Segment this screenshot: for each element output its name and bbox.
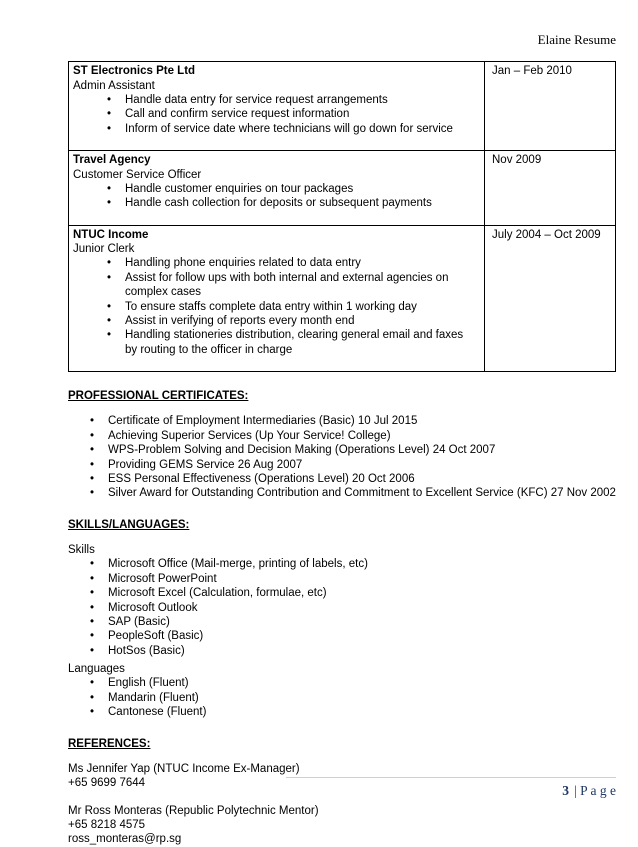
skills-languages-section <box>68 518 616 720</box>
certificate-item <box>90 414 616 428</box>
bullet-icon <box>107 328 125 357</box>
bullet-icon <box>90 676 108 690</box>
language-item <box>90 676 616 690</box>
duty-item <box>107 196 478 210</box>
skill-item <box>90 615 616 629</box>
duty-text: Inform of service date where technicians will go down for service <box>125 122 453 135</box>
reference-line: +65 8218 4575 <box>68 819 146 831</box>
bullet-icon <box>90 443 108 457</box>
duty-list <box>73 256 478 357</box>
bullet-icon <box>90 615 108 629</box>
certificate-text: WPS-Problem Solving and Decision Making (Operations Level) 24 Oct 2007 <box>108 444 496 457</box>
skills-list <box>68 557 616 658</box>
certificate-text: Silver Award for Outstanding Contribution and Commitment to Excellent Service (KFC) 27 Nov 2002 <box>108 487 616 500</box>
page-footer <box>286 777 616 800</box>
experience-row <box>69 225 615 371</box>
bullet-icon <box>107 314 125 328</box>
skill-item <box>90 586 616 600</box>
duty-item <box>107 107 478 121</box>
language-item <box>90 691 616 705</box>
duty-text: Call and confirm service request information <box>125 108 350 121</box>
date-range: Jan – Feb 2010 <box>492 65 572 78</box>
skill-item <box>90 644 616 658</box>
certificates-list <box>68 414 616 500</box>
experience-row <box>69 150 615 225</box>
certificate-item <box>90 429 616 443</box>
bullet-icon <box>107 107 125 121</box>
skill-item <box>90 572 616 586</box>
bullet-icon <box>90 486 108 500</box>
certificate-text: Certificate of Employment Intermediaries (Basic) 10 Jul 2015 <box>108 415 418 428</box>
experience-table <box>68 61 616 372</box>
bullet-icon <box>107 93 125 107</box>
skill-text: PeopleSoft (Basic) <box>108 630 204 643</box>
page-label: | P a g e <box>574 783 616 799</box>
skill-text: Microsoft Outlook <box>108 601 198 614</box>
skill-text: Microsoft PowerPoint <box>108 572 217 585</box>
experience-cell <box>69 226 485 371</box>
skill-item <box>90 601 616 615</box>
language-text: Mandarin (Fluent) <box>108 691 199 704</box>
experience-cell <box>69 62 485 150</box>
duty-text: Handling stationeries distribution, clearing general email and faxes by routing to the officer in charge <box>125 329 464 356</box>
certificate-item <box>90 458 616 472</box>
duty-text: To ensure staffs complete data entry within 1 working day <box>125 300 417 313</box>
bullet-icon <box>90 572 108 586</box>
certificate-text: Providing GEMS Service 26 Aug 2007 <box>108 458 303 471</box>
job-title: Customer Service Officer <box>73 168 202 181</box>
references-list <box>68 762 616 847</box>
duty-text: Handle customer enquiries on tour packages <box>125 182 354 195</box>
experience-cell <box>69 151 485 225</box>
languages-list <box>68 676 616 719</box>
duty-text: Assist for follow ups with both internal and external agencies on complex cases <box>125 271 449 299</box>
reference-line: +65 9699 7644 <box>68 777 146 790</box>
skill-text: Microsoft Excel (Calculation, formulae, etc) <box>108 587 327 600</box>
language-text: Cantonese (Fluent) <box>108 706 207 719</box>
bullet-icon <box>90 429 108 443</box>
duty-text: Handling phone enquiries related to data entry <box>125 257 361 270</box>
company-name: Travel Agency <box>73 154 151 167</box>
bullet-icon <box>90 601 108 615</box>
duty-item <box>107 122 478 136</box>
duty-item <box>107 256 478 270</box>
bullet-icon <box>90 414 108 428</box>
bullet-icon <box>90 629 108 643</box>
reference-line: ross_monteras@rp.sg <box>68 833 182 846</box>
skill-text: HotSos (Basic) <box>108 644 185 657</box>
bullet-icon <box>90 644 108 658</box>
bullet-icon <box>90 472 108 486</box>
reference-line: Mr Ross Monteras (Republic Polytechnic Mentor) <box>68 804 319 817</box>
bullet-icon <box>90 705 108 719</box>
bullet-icon <box>107 256 125 270</box>
page-title: Elaine Resume <box>537 32 616 47</box>
job-title: Junior Clerk <box>73 243 135 255</box>
bullet-icon <box>90 586 108 600</box>
duty-list <box>73 182 478 211</box>
date-range: Nov 2009 <box>492 154 542 167</box>
certificate-text: Achieving Superior Services (Up Your Service! College) <box>108 429 391 442</box>
bullet-icon <box>90 458 108 472</box>
reference-line: Ms Jennifer Yap (NTUC Income Ex-Manager) <box>68 762 300 775</box>
bullet-icon <box>107 196 125 210</box>
bullet-icon <box>90 691 108 705</box>
certificate-text: ESS Personal Effectiveness (Operations Level) 20 Oct 2006 <box>108 472 415 485</box>
bullet-icon <box>90 557 108 571</box>
skill-text: SAP (Basic) <box>108 615 170 628</box>
skill-item <box>90 629 616 643</box>
duty-item <box>107 93 478 107</box>
certificate-item <box>90 486 616 500</box>
skill-text: Microsoft Office (Mail-merge, printing of labels, etc) <box>108 558 368 571</box>
company-name: ST Electronics Pte Ltd <box>73 65 196 78</box>
duty-item <box>107 182 478 196</box>
page-number: 3 <box>562 783 570 799</box>
references-heading: REFERENCES: <box>68 737 151 750</box>
duty-list <box>73 93 478 136</box>
duty-item <box>107 314 478 328</box>
company-name: NTUC Income <box>73 228 149 241</box>
certificates-section <box>68 389 616 501</box>
certificate-item <box>90 443 616 457</box>
duty-item <box>107 300 478 314</box>
duty-text: Assist in verifying of reports every month end <box>125 314 355 327</box>
bullet-icon <box>107 271 125 300</box>
bullet-icon <box>107 122 125 136</box>
language-text: English (Fluent) <box>108 677 189 690</box>
certificates-heading: PROFESSIONAL CERTIFICATES: <box>68 390 249 402</box>
certificate-item <box>90 472 616 486</box>
skill-item <box>90 557 616 571</box>
duty-text: Handle cash collection for deposits or subsequent payments <box>125 197 432 210</box>
experience-row <box>69 62 615 150</box>
language-item <box>90 705 616 719</box>
skills-label: Skills <box>68 544 95 556</box>
reference-entry <box>68 804 616 847</box>
date-range: July 2004 – Oct 2009 <box>492 228 601 241</box>
duty-item <box>107 328 478 357</box>
duty-item <box>107 271 478 300</box>
languages-label: Languages <box>68 663 125 675</box>
job-title: Admin Assistant <box>73 79 155 92</box>
bullet-icon <box>107 300 125 314</box>
bullet-icon <box>107 182 125 196</box>
duty-text: Handle data entry for service request arrangements <box>125 94 388 106</box>
skills-languages-heading: SKILLS/LANGUAGES: <box>68 518 190 531</box>
